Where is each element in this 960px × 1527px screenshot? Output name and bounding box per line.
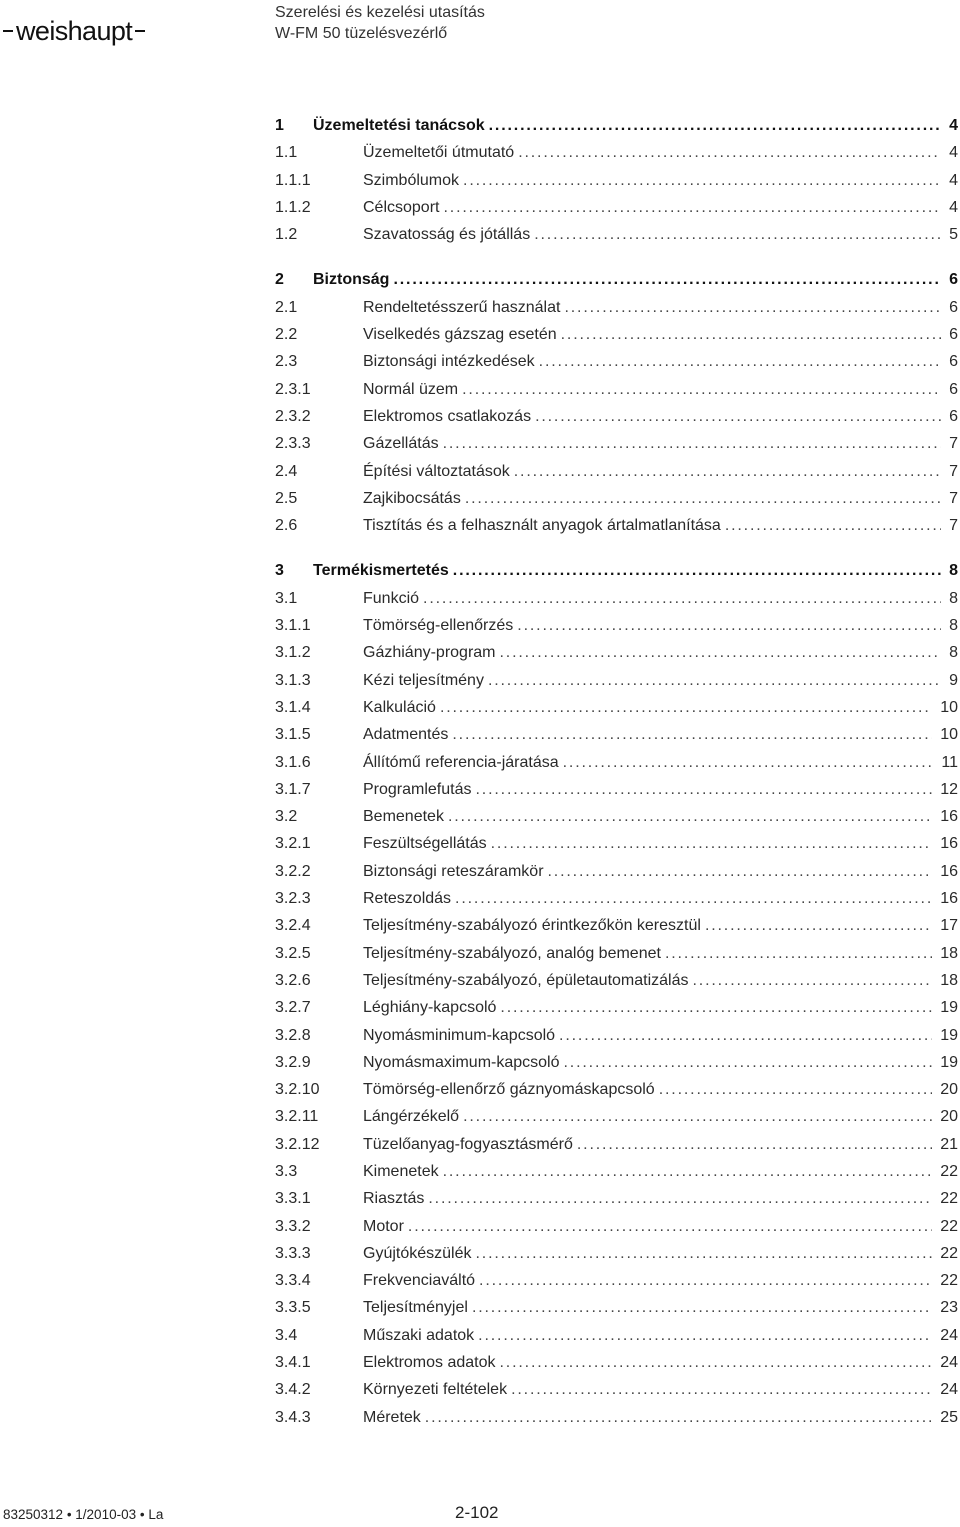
toc-entry-row[interactable] — [275, 776, 958, 803]
toc-dot-leader — [472, 1294, 932, 1321]
toc-entry-title: Viselkedés gázszag esetén — [363, 326, 557, 344]
toc-entry-title: Kimenetek — [363, 1162, 439, 1180]
toc-entry-number: 2.5 — [275, 489, 298, 507]
toc-section — [275, 557, 958, 1431]
toc-dot-leader — [535, 403, 941, 430]
toc-dot-leader — [465, 485, 941, 512]
toc-entry-page: 8 — [949, 617, 958, 635]
toc-entry-page: 19 — [940, 1053, 958, 1071]
toc-entry-title: Funkció — [363, 589, 420, 607]
toc-entry-page: 10 — [940, 726, 958, 744]
toc-dot-leader — [463, 167, 941, 194]
toc-entry-row[interactable] — [275, 1022, 958, 1049]
toc-entry-page: 11 — [941, 753, 958, 771]
toc-entry-title: Kalkuláció — [363, 698, 436, 716]
weishaupt-logo — [0, 14, 148, 48]
toc-entry-row[interactable] — [275, 485, 958, 512]
toc-entry-number: 3 — [275, 562, 284, 580]
toc-section — [275, 112, 958, 248]
toc-dot-leader — [725, 512, 941, 539]
toc-entry-page: 6 — [949, 271, 958, 289]
toc-entry-number: 3.3.2 — [275, 1217, 311, 1235]
toc-dot-leader — [564, 294, 941, 321]
toc-entry-title: Rendeltetésszerű használat — [363, 298, 561, 316]
toc-entry-row[interactable] — [275, 1049, 958, 1076]
toc-entry-page: 4 — [949, 117, 958, 134]
toc-entry-page: 20 — [940, 1081, 958, 1099]
toc-entry-title: Teljesítmény-szabályozó, épületautomatizálás — [363, 971, 689, 989]
toc-dot-leader — [408, 1213, 932, 1240]
toc-entry-page: 22 — [940, 1217, 958, 1235]
toc-entry-title: Gázellátás — [363, 435, 439, 453]
toc-dot-leader — [488, 667, 941, 694]
toc-entry-title: Programlefutás — [363, 780, 472, 798]
toc-entry-page: 17 — [940, 917, 958, 935]
toc-dot-leader — [476, 776, 933, 803]
toc-chapter-row[interactable] — [275, 557, 958, 584]
toc-entry-title: Építési változtatások — [363, 462, 510, 480]
toc-entry-page: 6 — [949, 407, 958, 425]
toc-dot-leader — [443, 194, 941, 221]
toc-entry-number: 3.3.1 — [275, 1190, 311, 1208]
toc-entry-page: 8 — [949, 644, 958, 662]
toc-entry-row[interactable] — [275, 994, 958, 1021]
toc-entry-title: Tömörség-ellenőrzés — [363, 617, 514, 635]
toc-entry-page: 4 — [949, 171, 958, 189]
toc-dot-leader — [476, 1240, 933, 1267]
toc-dot-leader — [463, 1103, 932, 1130]
toc-dot-leader — [548, 858, 933, 885]
toc-dot-leader — [561, 321, 941, 348]
toc-entry-page: 18 — [940, 971, 958, 989]
toc-entry-number: 2.1 — [275, 298, 298, 316]
toc-entry-number: 3.3 — [275, 1162, 298, 1180]
toc-entry-number: 3.1.1 — [275, 617, 311, 635]
toc-entry-title: Teljesítményjel — [363, 1299, 468, 1317]
toc-entry-page: 4 — [949, 144, 958, 162]
toc-entry-title: Tisztítás és a felhasznált anyagok ártalmatlanítása — [363, 517, 721, 535]
toc-entry-number: 3.2.11 — [275, 1108, 319, 1126]
toc-entry-row[interactable] — [275, 167, 958, 194]
toc-entry-row[interactable] — [275, 1213, 958, 1240]
toc-entry-number: 3.1 — [275, 589, 298, 607]
toc-entry-page: 22 — [940, 1272, 958, 1290]
toc-entry-number: 3.3.3 — [275, 1244, 311, 1262]
toc-entry-row[interactable] — [275, 430, 958, 457]
toc-entry-number: 3.4.3 — [275, 1408, 311, 1426]
toc-entry-row[interactable] — [275, 749, 958, 776]
toc-entry-number: 3.4.1 — [275, 1354, 311, 1372]
toc-entry-page: 23 — [940, 1299, 958, 1317]
toc-entry-page: 19 — [940, 999, 958, 1017]
toc-entry-title: Riasztás — [363, 1190, 425, 1208]
toc-entry-page: 21 — [940, 1135, 958, 1153]
toc-dot-leader — [665, 940, 932, 967]
toc-entry-title: Nyomásminimum-kapcsoló — [363, 1026, 556, 1044]
toc-entry-page: 4 — [949, 198, 958, 216]
toc-entry-row[interactable] — [275, 967, 958, 994]
toc-dot-leader — [448, 803, 932, 830]
toc-entry-number: 2.3.1 — [275, 380, 311, 398]
toc-entry-row[interactable] — [275, 294, 958, 321]
toc-entry-number: 3.2.1 — [275, 835, 311, 853]
toc-entry-title: Teljesítmény-szabályozó érintkezőkön keresztül — [363, 917, 701, 935]
toc-entry-row[interactable] — [275, 348, 958, 375]
toc-entry-row[interactable] — [275, 403, 958, 430]
toc-entry-number: 3.2.6 — [275, 971, 311, 989]
toc-entry-title: Méretek — [363, 1408, 421, 1426]
toc-entry-row[interactable] — [275, 321, 958, 348]
toc-entry-page: 18 — [940, 944, 958, 962]
toc-dot-leader — [564, 1049, 933, 1076]
toc-entry-title: Reteszoldás — [363, 890, 452, 908]
toc-entry-title: Zajkibocsátás — [363, 489, 461, 507]
toc-entry-number: 2.2 — [275, 326, 298, 344]
toc-dot-leader — [693, 967, 933, 994]
toc-dot-leader — [563, 749, 934, 776]
toc-entry-page: 24 — [940, 1381, 958, 1399]
toc-entry-title: Szimbólumok — [363, 171, 460, 189]
toc-entry-page: 6 — [949, 326, 958, 344]
toc-dot-leader — [705, 912, 932, 939]
toc-entry-row[interactable] — [275, 194, 958, 221]
document-title — [275, 2, 485, 44]
toc-entry-row[interactable] — [275, 721, 958, 748]
toc-entry-title: Műszaki adatok — [363, 1326, 475, 1344]
toc-chapter-row[interactable] — [275, 112, 958, 139]
toc-entry-page: 16 — [940, 890, 958, 908]
toc-entry-page: 7 — [949, 462, 958, 480]
toc-entry-row[interactable] — [275, 1376, 958, 1403]
toc-entry-row[interactable] — [275, 1076, 958, 1103]
toc-entry-page: 8 — [949, 589, 958, 607]
toc-entry-page: 12 — [940, 780, 958, 798]
toc-entry-title: Normál üzem — [363, 380, 459, 398]
toc-entry-title: Állítómű referencia-járatása — [363, 753, 559, 771]
toc-dot-leader — [500, 994, 932, 1021]
toc-entry-title: Üzemeltetői útmutató — [363, 144, 515, 162]
toc-entry-row[interactable] — [275, 221, 958, 248]
toc-entry-number: 3.2 — [275, 808, 298, 826]
toc-entry-title: Biztonság — [313, 271, 390, 289]
toc-entry-page: 16 — [940, 808, 958, 826]
toc-dot-leader — [500, 1349, 933, 1376]
toc-entry-title: Termékismertetés — [313, 562, 449, 580]
toc-dot-leader — [489, 112, 941, 139]
toc-entry-page: 9 — [949, 671, 958, 689]
toc-entry-title: Szavatosság és jótállás — [363, 226, 531, 244]
toc-entry-title: Környezeti feltételek — [363, 1381, 508, 1399]
toc-entry-title: Feszültségellátás — [363, 835, 487, 853]
toc-entry-page: 5 — [949, 226, 958, 244]
logo-dash-right — [135, 30, 145, 32]
toc-entry-page: 7 — [949, 517, 958, 535]
toc-dot-leader — [478, 1322, 932, 1349]
toc-entry-number: 3.2.10 — [275, 1081, 320, 1099]
toc-entry-page: 6 — [949, 353, 958, 371]
toc-entry-title: Tüzelőanyag-fogyasztásmérő — [363, 1135, 573, 1153]
toc-entry-page: 22 — [940, 1162, 958, 1180]
toc-entry-number: 1.1.1 — [275, 171, 311, 189]
toc-entry-number: 3.2.9 — [275, 1053, 311, 1071]
toc-entry-number: 3.2.2 — [275, 862, 311, 880]
toc-entry-page: 22 — [940, 1244, 958, 1262]
toc-entry-page: 25 — [940, 1408, 958, 1426]
toc-entry-number: 3.1.6 — [275, 753, 311, 771]
toc-entry-page: 10 — [940, 698, 958, 716]
toc-entry-number: 3.1.3 — [275, 671, 311, 689]
toc-entry-title: Üzemeltetési tanácsok — [313, 117, 485, 134]
toc-dot-leader — [514, 458, 941, 485]
page-number: 2-102 — [455, 1503, 499, 1522]
toc-entry-number: 3.2.7 — [275, 999, 311, 1017]
toc-dot-leader — [393, 266, 941, 293]
toc-section — [275, 266, 958, 539]
toc-entry-number: 2.3 — [275, 353, 298, 371]
toc-entry-row[interactable] — [275, 803, 958, 830]
toc-entry-title: Elektromos csatlakozás — [363, 407, 532, 425]
document-code: 83250312 • 1/2010-03 • La — [3, 1507, 164, 1522]
toc-entry-row[interactable] — [275, 1322, 958, 1349]
toc-entry-number: 2.3.2 — [275, 407, 311, 425]
toc-entry-title: Gyújtókészülék — [363, 1244, 472, 1262]
toc-entry-number: 2.3.3 — [275, 435, 311, 453]
toc-entry-row[interactable] — [275, 912, 958, 939]
toc-dot-leader — [440, 694, 932, 721]
toc-dot-leader — [500, 639, 942, 666]
toc-entry-number: 1.1.2 — [275, 198, 311, 216]
toc-entry-page: 7 — [949, 435, 958, 453]
toc-entry-page: 24 — [940, 1326, 958, 1344]
toc-entry-row[interactable] — [275, 458, 958, 485]
table-of-contents — [275, 112, 958, 1449]
toc-entry-row[interactable] — [275, 830, 958, 857]
toc-entry-title: Biztonsági intézkedések — [363, 353, 535, 371]
toc-dot-leader — [518, 139, 941, 166]
toc-entry-page: 6 — [949, 380, 958, 398]
toc-dot-leader — [577, 1131, 932, 1158]
toc-entry-page: 7 — [949, 489, 958, 507]
toc-entry-page: 16 — [940, 862, 958, 880]
toc-entry-page: 24 — [940, 1354, 958, 1372]
toc-entry-title: Tömörség-ellenőrző gáznyomáskapcsoló — [363, 1081, 655, 1099]
toc-entry-row[interactable] — [275, 1240, 958, 1267]
toc-entry-number: 3.3.4 — [275, 1272, 311, 1290]
toc-entry-number: 3.1.2 — [275, 644, 311, 662]
toc-entry-page: 20 — [940, 1108, 958, 1126]
toc-entry-title: Lángérzékelő — [363, 1108, 460, 1126]
toc-entry-page: 8 — [949, 562, 958, 580]
toc-dot-leader — [462, 376, 941, 403]
toc-entry-title: Nyomásmaximum-kapcsoló — [363, 1053, 560, 1071]
toc-entry-row[interactable] — [275, 639, 958, 666]
toc-entry-title: Léghiány-kapcsoló — [363, 999, 497, 1017]
toc-entry-row[interactable] — [275, 667, 958, 694]
toc-entry-row[interactable] — [275, 1404, 958, 1431]
toc-dot-leader — [559, 1022, 932, 1049]
toc-entry-row[interactable] — [275, 940, 958, 967]
toc-entry-title: Bemenetek — [363, 808, 444, 826]
toc-entry-page: 22 — [940, 1190, 958, 1208]
toc-entry-title: Adatmentés — [363, 726, 449, 744]
toc-dot-leader — [452, 721, 932, 748]
toc-entry-row[interactable] — [275, 139, 958, 166]
toc-dot-leader — [453, 557, 941, 584]
toc-entry-row[interactable] — [275, 858, 958, 885]
toc-dot-leader — [443, 430, 942, 457]
toc-dot-leader — [534, 221, 941, 248]
toc-dot-leader — [479, 1267, 932, 1294]
toc-entry-number: 3.2.3 — [275, 890, 311, 908]
toc-entry-row[interactable] — [275, 585, 958, 612]
toc-entry-title: Kézi teljesítmény — [363, 671, 484, 689]
toc-entry-number: 3.1.7 — [275, 780, 311, 798]
logo-dash-left — [3, 30, 13, 32]
toc-entry-number: 3.4 — [275, 1326, 298, 1344]
toc-entry-row[interactable] — [275, 1267, 958, 1294]
toc-entry-number: 3.2.5 — [275, 944, 311, 962]
toc-dot-leader — [455, 885, 932, 912]
toc-dot-leader — [511, 1376, 932, 1403]
toc-entry-title: Gázhiány-program — [363, 644, 496, 662]
toc-entry-row[interactable] — [275, 1103, 958, 1130]
toc-entry-number: 1.2 — [275, 226, 298, 244]
toc-entry-row[interactable] — [275, 1185, 958, 1212]
toc-dot-leader — [539, 348, 941, 375]
toc-entry-page: 16 — [940, 835, 958, 853]
toc-entry-title: Motor — [363, 1217, 404, 1235]
toc-entry-row[interactable] — [275, 1158, 958, 1185]
toc-entry-row[interactable] — [275, 694, 958, 721]
toc-entry-number: 2 — [275, 271, 284, 289]
toc-entry-row[interactable] — [275, 1294, 958, 1321]
toc-entry-page: 19 — [940, 1026, 958, 1044]
toc-entry-row[interactable] — [275, 512, 958, 539]
toc-dot-leader — [428, 1185, 932, 1212]
toc-entry-row[interactable] — [275, 376, 958, 403]
toc-entry-number: 3.1.5 — [275, 726, 311, 744]
toc-entry-row[interactable] — [275, 1131, 958, 1158]
toc-chapter-row[interactable] — [275, 266, 958, 293]
toc-entry-number: 3.2.12 — [275, 1135, 320, 1153]
toc-entry-title: Frekvenciaváltó — [363, 1272, 476, 1290]
toc-entry-number: 2.4 — [275, 462, 298, 480]
toc-entry-number: 3.1.4 — [275, 698, 311, 716]
toc-dot-leader — [659, 1076, 933, 1103]
page-header — [0, 0, 960, 52]
toc-dot-leader — [423, 585, 941, 612]
toc-dot-leader — [491, 830, 933, 857]
toc-entry-number: 3.2.4 — [275, 917, 311, 935]
toc-entry-title: Elektromos adatok — [363, 1354, 496, 1372]
toc-dot-leader — [425, 1404, 932, 1431]
document-title-line1: Szerelési és kezelési utasítás — [275, 4, 485, 21]
toc-dot-leader — [517, 612, 941, 639]
toc-dot-leader — [443, 1158, 933, 1185]
toc-entry-page: 6 — [949, 298, 958, 316]
toc-entry-number: 1 — [275, 117, 284, 134]
toc-entry-title: Célcsoport — [363, 198, 440, 216]
toc-entry-row[interactable] — [275, 612, 958, 639]
toc-entry-number: 1.1 — [275, 144, 298, 162]
toc-entry-row[interactable] — [275, 885, 958, 912]
toc-entry-title: Biztonsági reteszáramkör — [363, 862, 544, 880]
page-footer — [0, 1505, 960, 1527]
toc-entry-number: 3.3.5 — [275, 1299, 311, 1317]
document-title-line2: W-FM 50 tüzelésvezérlő — [275, 25, 448, 42]
toc-entry-number: 3.4.2 — [275, 1381, 311, 1399]
toc-entry-number: 2.6 — [275, 517, 298, 535]
logo-text: weishaupt — [16, 16, 133, 46]
toc-entry-row[interactable] — [275, 1349, 958, 1376]
toc-entry-title: Teljesítmény-szabályozó, analóg bemenet — [363, 944, 661, 962]
toc-entry-number: 3.2.8 — [275, 1026, 311, 1044]
